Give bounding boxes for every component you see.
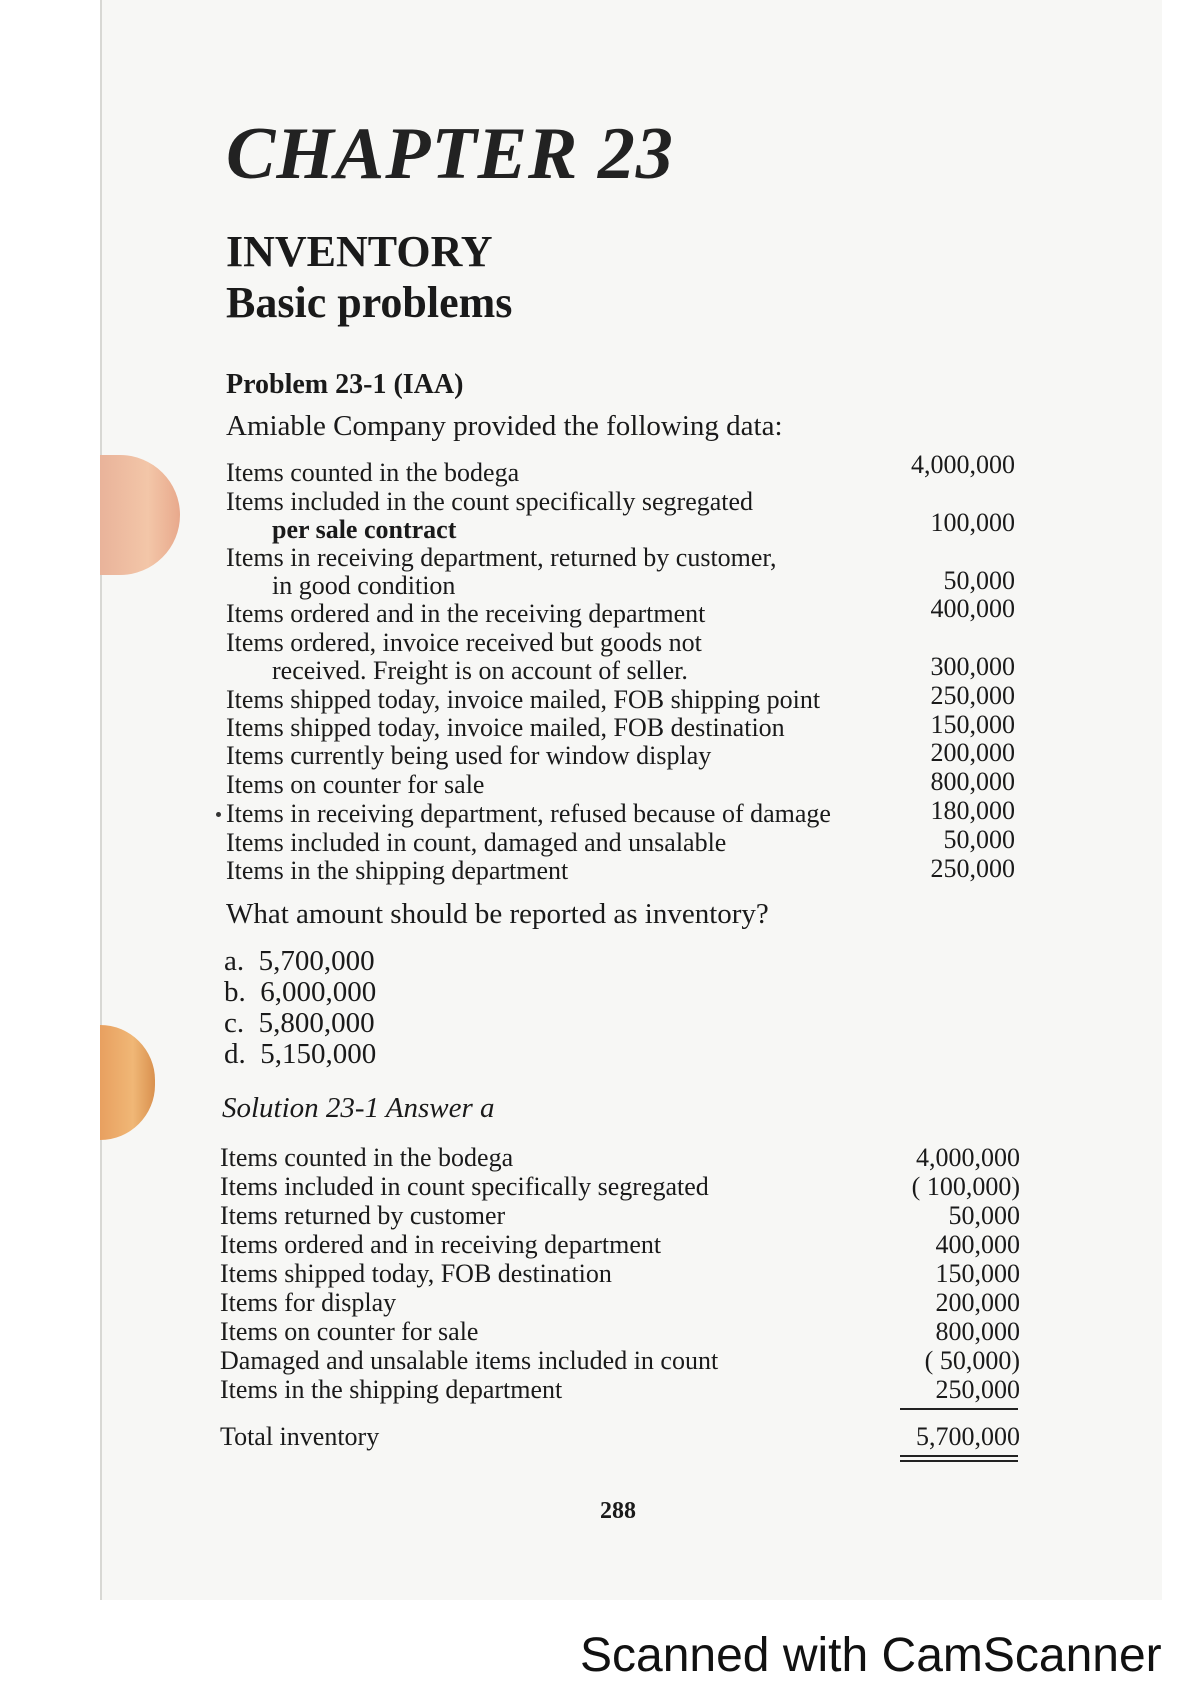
option-value: 5,800,000 <box>258 1007 375 1039</box>
data-row-amount: 800,000 <box>930 767 1015 796</box>
total-label: Total inventory <box>220 1422 380 1451</box>
section-title: INVENTORY <box>226 227 493 276</box>
problem-intro: Amiable Company provided the following data: <box>226 410 783 442</box>
solution-title: Solution 23-1 Answer a <box>222 1092 495 1124</box>
solution-row-label: Items in the shipping department <box>220 1375 563 1404</box>
option-letter: d. <box>224 1038 246 1070</box>
data-row-amount: 250,000 <box>930 854 1015 883</box>
data-row-label: Items included in count, damaged and unsalable <box>226 828 727 857</box>
solution-row-label: Items included in count specifically segregated <box>220 1172 709 1201</box>
option-letter: c. <box>224 1007 245 1039</box>
data-row-label: Items in the shipping department <box>226 856 569 885</box>
data-row-amount: 100,000 <box>930 508 1015 537</box>
data-row-label-cont: received. Freight is on account of seller. <box>272 656 688 685</box>
data-row-label: Items shipped today, invoice mailed, FOB shipping point <box>226 685 821 714</box>
solution-row-amount: 150,000 <box>935 1259 1020 1288</box>
data-row-amount: 400,000 <box>930 594 1015 623</box>
data-row-amount: 150,000 <box>930 710 1015 739</box>
option-d <box>224 1038 376 1071</box>
solution-row-amount: 250,000 <box>935 1375 1020 1404</box>
solution-row-amount: 4,000,000 <box>916 1143 1020 1172</box>
option-letter: a. <box>224 945 245 977</box>
solution-row-label: Items on counter for sale <box>220 1317 479 1346</box>
bullet-dot <box>216 812 221 817</box>
solution-row-amount: 400,000 <box>935 1230 1020 1259</box>
option-value: 5,150,000 <box>260 1038 377 1070</box>
data-row-amount: 50,000 <box>943 825 1015 854</box>
solution-row-label: Items counted in the bodega <box>220 1143 514 1172</box>
solution-row-label: Items returned by customer <box>220 1201 506 1230</box>
data-row-amount: 300,000 <box>930 652 1015 681</box>
data-row-label: Items in receiving department, refused because of damage <box>226 799 831 828</box>
solution-row-label: Items for display <box>220 1288 397 1317</box>
data-row-label: Items counted in the bodega <box>226 458 520 487</box>
problem-title: Problem 23-1 (IAA) <box>226 369 464 400</box>
solution-row-label: Items ordered and in receiving department <box>220 1230 662 1259</box>
data-row-label: Items on counter for sale <box>226 770 485 799</box>
data-row-label: Items shipped today, invoice mailed, FOB destination <box>226 713 785 742</box>
data-row-label: Items currently being used for window display <box>226 741 712 770</box>
solution-row-label: Items shipped today, FOB destination <box>220 1259 612 1288</box>
data-row-amount: 180,000 <box>930 796 1015 825</box>
subtotal-rule <box>900 1408 1018 1410</box>
data-row-amount: 50,000 <box>943 566 1015 595</box>
total-double-rule-bottom <box>900 1460 1018 1462</box>
data-row-label: Items ordered and in the receiving department <box>226 599 706 628</box>
data-row-label-cont: per sale contract <box>272 515 457 544</box>
option-value: 5,700,000 <box>258 945 375 977</box>
data-row-label-line: Items included in the count specifically segregated <box>226 487 754 516</box>
data-row-amount: 250,000 <box>930 681 1015 710</box>
solution-row-amount: 50,000 <box>948 1201 1020 1230</box>
chapter-heading: CHAPTER 23 <box>226 113 674 195</box>
data-row-label-cont: in good condition <box>272 571 456 600</box>
page-number: 288 <box>600 1498 636 1524</box>
option-letter: b. <box>224 976 246 1008</box>
data-row-amount: 4,000,000 <box>911 450 1015 479</box>
question-text: What amount should be reported as inventory? <box>226 898 769 930</box>
data-row-label: Items in receiving department, returned by customer, <box>226 543 777 572</box>
option-value: 6,000,000 <box>260 976 377 1008</box>
data-row-amount: 200,000 <box>930 738 1015 767</box>
option-b <box>224 976 376 1009</box>
total-amount: 5,700,000 <box>916 1422 1020 1451</box>
data-row-label <box>226 487 753 516</box>
scanner-watermark: Scanned with CamScanner <box>580 1629 1162 1682</box>
solution-row-amount: ( 50,000) <box>924 1346 1020 1375</box>
section-subtitle: Basic problems <box>226 278 513 327</box>
solution-row-label: Damaged and unsalable items included in count <box>220 1346 719 1375</box>
solution-row-amount: 800,000 <box>935 1317 1020 1346</box>
total-double-rule-top <box>900 1455 1018 1457</box>
option-a <box>224 945 375 978</box>
solution-row-amount: ( 100,000) <box>911 1172 1020 1201</box>
solution-row-amount: 200,000 <box>935 1288 1020 1317</box>
option-c <box>224 1007 375 1040</box>
data-row-label: Items ordered, invoice received but goods not <box>226 628 702 657</box>
